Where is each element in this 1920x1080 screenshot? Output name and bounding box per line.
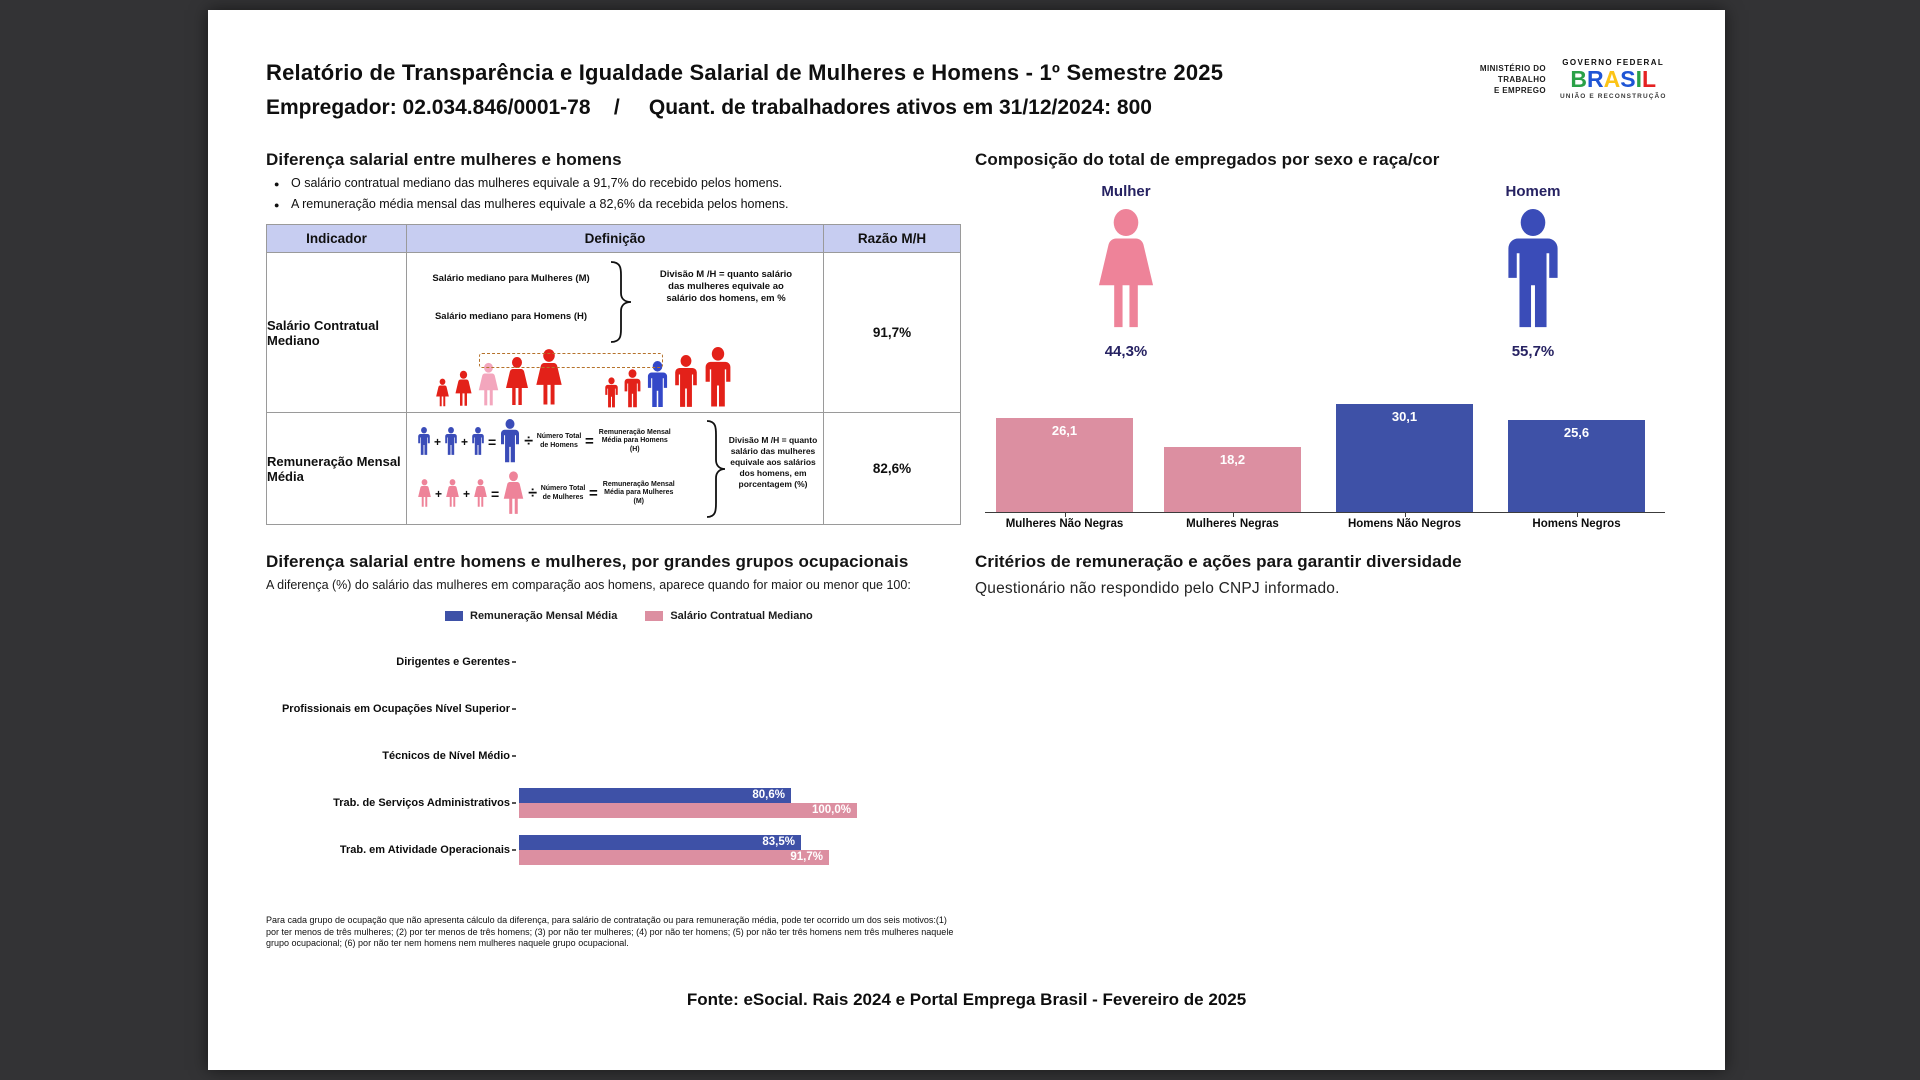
axis-tick <box>512 849 516 851</box>
salary-gap-heading: Diferença salarial entre mulheres e homens <box>266 150 622 169</box>
male-figure-icon <box>471 427 485 456</box>
axis-tick <box>512 755 516 757</box>
occupational-bar-chart <box>266 598 966 888</box>
plus-operator: + <box>463 486 471 501</box>
brace-icon <box>703 418 727 520</box>
composition-heading: Composição do total de empregados por sexo e raça/cor <box>975 150 1440 169</box>
category-label: Trab. de Serviços Administrativos <box>333 797 510 809</box>
male-figure-icon <box>499 419 521 464</box>
equals-operator: = <box>491 485 500 502</box>
female-median-figure-icon <box>477 361 500 409</box>
category-label: Trab. em Atividade Operacionais <box>339 844 510 856</box>
bullet-item: ● A remuneração média mensal das mulheres equivale a 82,6% da recebida pelos homens. <box>274 194 789 215</box>
male-figure-icon <box>673 355 699 409</box>
men-average-formula <box>417 419 673 464</box>
diversity-heading: Critérios de remuneração e ações para garantir diversidade <box>975 552 1462 571</box>
male-share-block <box>1468 183 1598 360</box>
definition-line: Salário mediano para Homens (H) <box>434 311 588 322</box>
indicator-table <box>266 224 961 525</box>
male-figure-icon <box>703 347 733 409</box>
composition-bar-chart <box>985 404 1665 530</box>
occupational-subtitle: A diferença (%) do salário das mulheres em comparação aos homens, aparece quando for maior ou menor que 100: <box>266 578 911 592</box>
column-header-indicador: Indicador <box>267 225 407 253</box>
axis-tick <box>512 708 516 710</box>
women-average-label: Remuneração Mensal Média para Mulheres (M) <box>602 480 675 505</box>
brasil-letter: B <box>1570 66 1588 92</box>
divide-operator: ÷ <box>528 484 537 502</box>
brasil-letter: L <box>1642 66 1657 92</box>
ministry-line: TRABALHO <box>1497 74 1546 84</box>
brasil-letter: S <box>1620 66 1636 92</box>
female-figure-icon <box>445 479 460 508</box>
bar-category-label: Homens Não Negros <box>1347 518 1462 530</box>
table-row <box>267 253 961 413</box>
composition-bar <box>1336 404 1473 512</box>
bar-value-label: 91,7% <box>790 851 823 863</box>
report-page <box>208 10 1725 1070</box>
government-logo-block <box>1444 58 1667 100</box>
ministry-label <box>1444 63 1546 96</box>
female-figure-icon <box>417 479 432 508</box>
occupation-bar <box>519 788 791 803</box>
woman-pictogram-icon <box>1094 209 1158 332</box>
ratio-value: 82,6% <box>824 413 961 525</box>
female-figure-icon <box>435 377 450 409</box>
median-highlight-box <box>479 353 663 368</box>
female-percent: 44,3% <box>1104 343 1148 360</box>
female-figure-icon <box>473 479 488 508</box>
axis-tick <box>1405 513 1406 517</box>
definition-note: Divisão M /H = quanto salário das mulheres equivale ao salário dos homens, em % <box>659 269 793 304</box>
ministry-line: E EMPREGO <box>1493 85 1546 95</box>
female-figure-icon <box>454 369 473 409</box>
column-header-razao: Razão M/H <box>824 225 961 253</box>
category-label: Profissionais em Ocupações Nível Superior <box>281 703 510 715</box>
chart-footnote: Para cada grupo de ocupação que não apresenta cálculo da diferença, para salário de contratação ou para remuneração média, pode ter ocorrido um dos seis motivos:(1) por ter menos de três mulheres; (2) por ter menos de três homens; (3) por não ter mulheres; (4) por não ter homens; (5) por não ter três homens nem três mulheres naquele grupo ocupacional; (6) por não ter nem homens nem mulheres naquele grupo ocupacional. <box>266 915 954 948</box>
divide-operator: ÷ <box>524 432 533 450</box>
male-median-figure-icon <box>646 361 669 409</box>
source-footer: Fonte: eSocial. Rais 2024 e Portal Emprega Brasil - Fevereiro de 2025 <box>686 990 1247 1009</box>
indicator-label: Salário Contratual Mediano <box>267 253 407 413</box>
table-row <box>267 413 961 525</box>
bullet-item: ● O salário contratual mediano das mulheres equivale a 91,7% do recebido pelos homens. <box>274 173 789 194</box>
definition-line: Salário mediano para Mulheres (M) <box>432 273 590 284</box>
ratio-value: 91,7% <box>824 253 961 413</box>
occupation-bar <box>519 803 857 818</box>
man-pictogram-icon <box>1503 209 1563 332</box>
page-title: Relatório de Transparência e Igualdade Salarial de Mulheres e Homens - 1º Semestre 2025 <box>266 60 1224 85</box>
occupational-heading: Diferença salarial entre homens e mulheres, por grandes grupos ocupacionais <box>266 552 909 571</box>
salary-gap-bullets <box>274 173 789 215</box>
bar-value-label: 26,1 <box>1051 423 1078 438</box>
governo-federal-label: GOVERNO FEDERAL <box>1562 58 1665 67</box>
definition-note: Divisão M /H = quanto salário das mulheres equivale aos salários dos homens, em porcentagem (%) <box>728 435 818 489</box>
plus-operator: + <box>461 434 469 449</box>
male-figure-icon <box>604 377 619 409</box>
brasil-letter: A <box>1603 66 1621 92</box>
male-figure-icon <box>417 427 431 456</box>
legend-label: Salário Contratual Mediano <box>670 610 813 622</box>
composition-bar <box>1164 447 1301 512</box>
occupation-bar <box>519 835 801 850</box>
equals-operator: = <box>589 485 598 502</box>
female-figure-icon <box>502 471 525 516</box>
brasil-logo <box>1560 67 1667 92</box>
men-count-label: Número Total de Homens <box>536 433 582 449</box>
bar-category-label: Homens Negros <box>1532 518 1621 530</box>
diversity-body: Questionário não respondido pelo CNPJ informado. <box>975 580 1340 597</box>
female-label: Mulher <box>1101 183 1151 200</box>
male-figure-icon <box>623 369 642 409</box>
axis-tick <box>1577 513 1578 517</box>
male-label: Homem <box>1505 183 1561 200</box>
ministry-line: MINISTÉRIO DO <box>1479 63 1546 73</box>
women-count-label: Número Total de Mulheres <box>540 485 586 501</box>
bar-value-label: 100,0% <box>811 804 851 816</box>
bar-category-label: Mulheres Negras <box>1186 518 1279 530</box>
plus-operator: + <box>434 434 442 449</box>
uniao-reconstrucao-label: UNIÃO E RECONSTRUÇÃO <box>1560 93 1667 100</box>
brasil-letter: I <box>1635 66 1643 92</box>
plus-operator: + <box>435 486 443 501</box>
occupation-bar <box>519 850 829 865</box>
column-header-definicao: Definição <box>407 225 824 253</box>
median-pictogram-strip <box>435 345 785 409</box>
male-figure-icon <box>444 427 458 456</box>
bar-value-label: 25,6 <box>1563 425 1590 440</box>
x-axis-line <box>985 512 1665 513</box>
definition-cell <box>407 413 824 525</box>
brasil-governo-federal-logo <box>1560 58 1667 100</box>
bar-value-label: 83,5% <box>762 836 795 848</box>
men-average-label: Remuneração Mensal Média para Homens (H) <box>598 428 671 453</box>
category-label: Técnicos de Nível Médio <box>382 750 510 762</box>
women-average-formula <box>417 471 677 516</box>
bar-category-label: Mulheres Não Negras <box>1005 518 1124 530</box>
axis-tick <box>1233 513 1234 517</box>
bar-value-label: 80,6% <box>752 789 785 801</box>
composition-bar <box>996 418 1133 512</box>
female-share-block <box>1061 183 1191 360</box>
composition-bar <box>1508 420 1645 512</box>
axis-tick <box>512 661 516 663</box>
brasil-letter: R <box>1587 66 1604 92</box>
indicator-label: Remuneração Mensal Média <box>267 413 407 525</box>
brace-icon <box>607 259 633 345</box>
axis-tick <box>512 802 516 804</box>
equals-operator: = <box>585 433 594 450</box>
definition-cell <box>407 253 824 413</box>
axis-tick <box>1065 513 1066 517</box>
bar-value-label: 30,1 <box>1391 409 1418 424</box>
employer-subtitle: Empregador: 02.034.846/0001-78 / Quant. de trabalhadores ativos em 31/12/2024: 800 <box>266 96 1152 119</box>
male-percent: 55,7% <box>1511 343 1555 360</box>
bar-value-label: 18,2 <box>1219 452 1246 467</box>
category-label: Dirigentes e Gerentes <box>396 656 510 668</box>
equals-operator: = <box>488 433 497 450</box>
legend-label: Remuneração Mensal Média <box>470 610 618 622</box>
